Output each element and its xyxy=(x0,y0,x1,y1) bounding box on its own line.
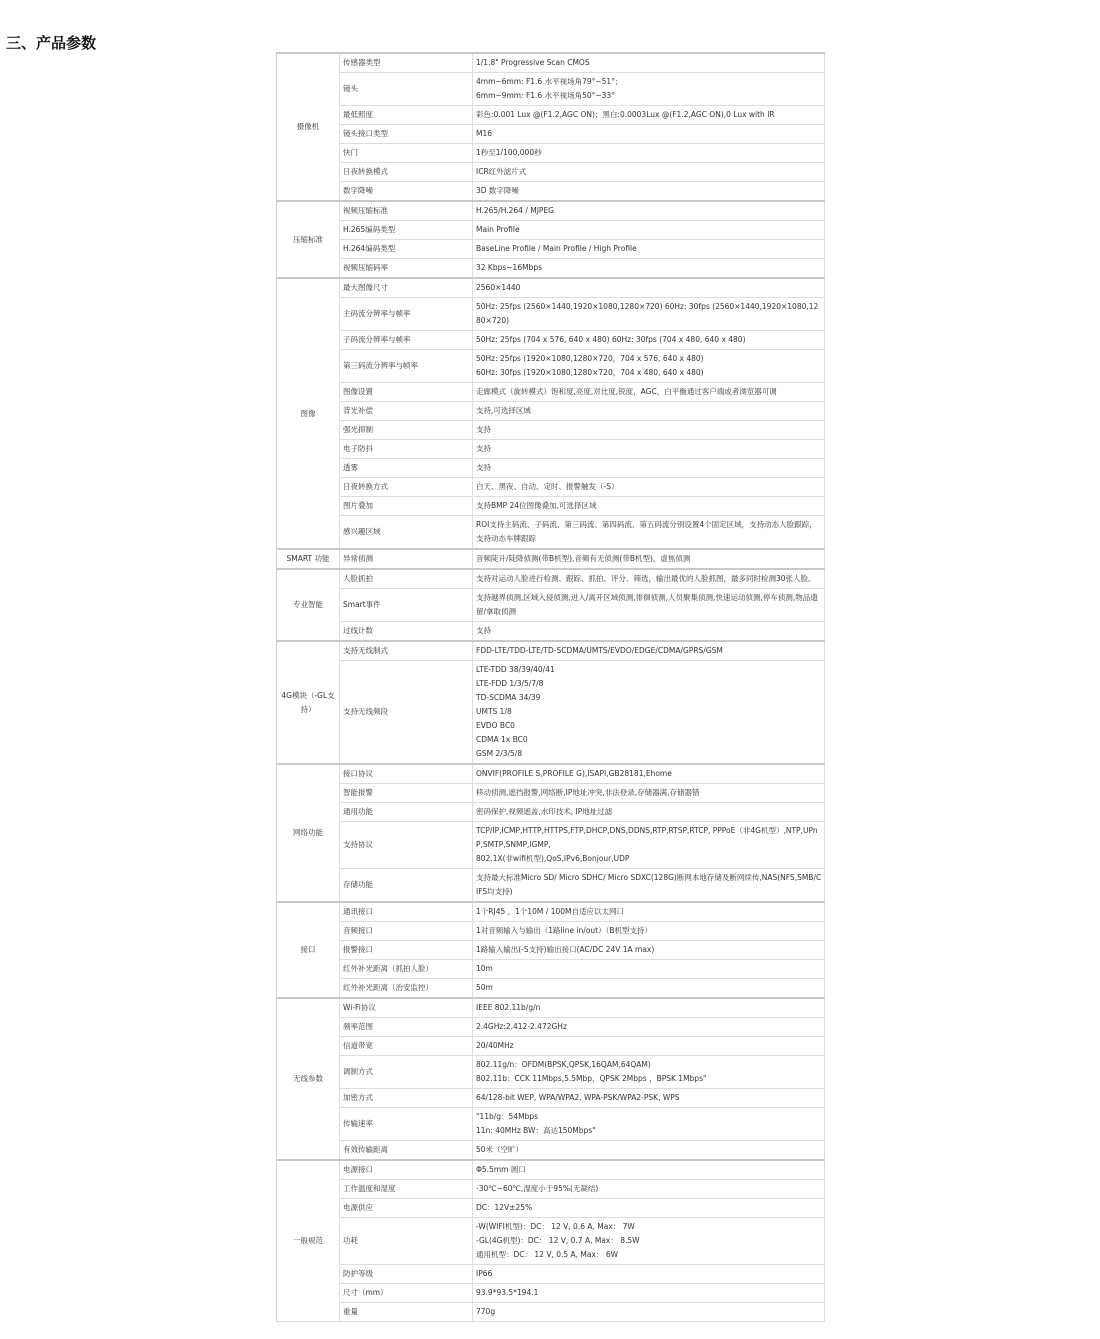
param-name-cell: 镜头 xyxy=(340,73,473,106)
category-cell: SMART 功能 xyxy=(277,549,340,569)
page-title: 三、产品参数 xyxy=(6,34,97,52)
param-name-cell: H.264编码类型 xyxy=(340,240,473,259)
param-name-cell: 最大图像尺寸 xyxy=(340,278,473,298)
param-name-cell: 背光补偿 xyxy=(340,402,473,421)
spec-row xyxy=(277,960,825,979)
param-name-cell: 传感器类型 xyxy=(340,53,473,73)
spec-row xyxy=(277,182,825,202)
param-value-cell: 50Hz: 25fps (2560×1440,1920×1080,1280×720) 60Hz: 30fps (2560×1440,1920×1080,1280×720) xyxy=(473,298,825,331)
param-value-cell: DC：12V±25% xyxy=(473,1199,825,1218)
param-name-cell: 防护等级 xyxy=(340,1265,473,1284)
param-value-cell: -30℃~60℃,湿度小于95%(无凝结) xyxy=(473,1180,825,1199)
param-name-cell: 工作温度和湿度 xyxy=(340,1180,473,1199)
param-name-cell: 接口协议 xyxy=(340,764,473,784)
param-value-cell: 支持越界侦测,区域入侵侦测,进入/离开区域侦测,徘徊侦测,人员聚集侦测,快速运动侦测,停车侦测,物品遗留/拿取侦测 xyxy=(473,589,825,622)
param-value-cell: ICR红外滤片式 xyxy=(473,163,825,182)
param-value-cell: 支持 xyxy=(473,622,825,642)
param-name-cell: 异常侦测 xyxy=(340,549,473,569)
spec-row xyxy=(277,163,825,182)
param-value-cell: 支持 xyxy=(473,459,825,478)
param-value-cell: "11b/g：54Mbps 11n: 40MHz BW：高达150Mbps" xyxy=(473,1108,825,1141)
param-name-cell: 智能报警 xyxy=(340,784,473,803)
param-value-cell: 50m xyxy=(473,979,825,999)
spec-row xyxy=(277,569,825,589)
param-name-cell: 子码流分辨率与帧率 xyxy=(340,331,473,350)
spec-row xyxy=(277,922,825,941)
param-name-cell: 尺寸（mm） xyxy=(340,1284,473,1303)
param-name-cell: 有效传输距离 xyxy=(340,1141,473,1161)
spec-row xyxy=(277,201,825,221)
param-value-cell: 1个RJ45 ，1个10M / 100M自适应以太网口 xyxy=(473,902,825,922)
param-name-cell: 存储功能 xyxy=(340,869,473,903)
param-value-cell: 支持 xyxy=(473,440,825,459)
spec-row xyxy=(277,549,825,569)
param-name-cell: 通用功能 xyxy=(340,803,473,822)
spec-row xyxy=(277,402,825,421)
param-value-cell: 密码保护,视频遮盖,水印技术, IP地址过滤 xyxy=(473,803,825,822)
spec-row xyxy=(277,383,825,402)
param-value-cell: 32 Kbps~16Mbps xyxy=(473,259,825,279)
spec-row xyxy=(277,459,825,478)
category-cell: 摄像机 xyxy=(277,53,340,201)
param-value-cell: -W(WIFI机型)：DC： 12 V, 0.6 A, Max： 7W -GL(4G机型)：DC： 12 V, 0.7 A, Max： 8.5W 通用机型：DC： 12 V, 0.5 A, Max： 6W xyxy=(473,1218,825,1265)
category-cell: 专业智能 xyxy=(277,569,340,641)
spec-row xyxy=(277,298,825,331)
param-value-cell: 770g xyxy=(473,1303,825,1322)
param-value-cell: 4mm~6mm: F1.6 水平视场角79°~51°； 6mm~9mm: F1.6 水平视场角50°~33° xyxy=(473,73,825,106)
param-name-cell: 频率范围 xyxy=(340,1018,473,1037)
param-name-cell: 图像设置 xyxy=(340,383,473,402)
param-name-cell: 电源供应 xyxy=(340,1199,473,1218)
param-value-cell: 10m xyxy=(473,960,825,979)
param-name-cell: 红外补光距离（治安监控） xyxy=(340,979,473,999)
param-name-cell: 视频压缩码率 xyxy=(340,259,473,279)
spec-row xyxy=(277,53,825,73)
param-value-cell: 64/128-bit WEP, WPA/WPA2, WPA-PSK/WPA2-PSK, WPS xyxy=(473,1089,825,1108)
param-value-cell: 50米（空旷） xyxy=(473,1141,825,1161)
param-name-cell: 第三码流分辨率与帧率 xyxy=(340,350,473,383)
param-name-cell: 支持无线频段 xyxy=(340,661,473,765)
spec-row xyxy=(277,331,825,350)
param-name-cell: Wi-Fi协议 xyxy=(340,998,473,1018)
param-name-cell: 音频接口 xyxy=(340,922,473,941)
param-value-cell: FDD-LTE/TDD-LTE/TD-SCDMA/UMTS/EVDO/EDGE/CDMA/GPRS/GSM xyxy=(473,641,825,661)
spec-row xyxy=(277,106,825,125)
param-value-cell: IP66 xyxy=(473,1265,825,1284)
spec-table xyxy=(276,52,825,1322)
param-value-cell: 白天、黑夜、自动、定时、报警触发（-S） xyxy=(473,478,825,497)
param-value-cell: 支持BMP 24位图像叠加,可选择区域 xyxy=(473,497,825,516)
spec-row xyxy=(277,1160,825,1180)
param-name-cell: 重量 xyxy=(340,1303,473,1322)
param-value-cell: 802.11g/n：OFDM(BPSK,QPSK,16QAM,64QAM) 802.11b：CCK 11Mbps,5.5Mbp，QPSK 2Mbps ，BPSK 1Mbps" xyxy=(473,1056,825,1089)
spec-row xyxy=(277,440,825,459)
spec-row xyxy=(277,1199,825,1218)
param-value-cell: 支持 xyxy=(473,421,825,440)
spec-row xyxy=(277,1265,825,1284)
spec-row xyxy=(277,73,825,106)
param-name-cell: 数字降噪 xyxy=(340,182,473,202)
param-value-cell: M16 xyxy=(473,125,825,144)
category-cell: 压缩标准 xyxy=(277,201,340,278)
spec-row xyxy=(277,979,825,999)
param-value-cell: 彩色:0.001 Lux @(F1.2,AGC ON)；黑白:0.0003Lux @(F1.2,AGC ON),0 Lux with IR xyxy=(473,106,825,125)
spec-row xyxy=(277,1141,825,1161)
param-value-cell: 音频陡升/陡降侦测(带B机型),音频有无侦测(带B机型)，虚焦侦测 xyxy=(473,549,825,569)
param-name-cell: 透雾 xyxy=(340,459,473,478)
spec-row xyxy=(277,589,825,622)
param-name-cell: 主码流分辨率与帧率 xyxy=(340,298,473,331)
param-value-cell: 20/40MHz xyxy=(473,1037,825,1056)
spec-row xyxy=(277,1218,825,1265)
param-value-cell: Main Profile xyxy=(473,221,825,240)
spec-row xyxy=(277,764,825,784)
param-name-cell: 图片叠加 xyxy=(340,497,473,516)
param-value-cell: ONVIF(PROFILE S,PROFILE G),ISAPI,GB28181,Ehome xyxy=(473,764,825,784)
param-name-cell: 过线计数 xyxy=(340,622,473,642)
spec-row xyxy=(277,1056,825,1089)
param-value-cell: Φ5.5mm 圆口 xyxy=(473,1160,825,1180)
spec-row xyxy=(277,1303,825,1322)
param-value-cell: 50Hz: 25fps (704 x 576, 640 x 480) 60Hz: 30fps (704 x 480, 640 x 480) xyxy=(473,331,825,350)
param-name-cell: 报警接口 xyxy=(340,941,473,960)
param-value-cell: 2560×1440 xyxy=(473,278,825,298)
spec-row xyxy=(277,516,825,550)
param-name-cell: Smart事件 xyxy=(340,589,473,622)
param-name-cell: 最低照度 xyxy=(340,106,473,125)
param-name-cell: 电子防抖 xyxy=(340,440,473,459)
spec-row xyxy=(277,803,825,822)
param-name-cell: 信道带宽 xyxy=(340,1037,473,1056)
param-value-cell: ROI支持主码流、子码流、第三码流、第四码流、第五码流分别设置4个固定区域，支持动态人脸跟踪，支持动态车牌跟踪 xyxy=(473,516,825,550)
spec-row xyxy=(277,1089,825,1108)
spec-row xyxy=(277,941,825,960)
spec-row xyxy=(277,1037,825,1056)
param-name-cell: 强光抑制 xyxy=(340,421,473,440)
category-cell: 4G模块（-GL支持） xyxy=(277,641,340,764)
param-value-cell: LTE-TDD 38/39/40/41 LTE-FDD 1/3/5/7/8 TD-SCDMA 34/39 UMTS 1/8 EVDO BC0 CDMA 1x BC0 GSM 2/3/5/8 xyxy=(473,661,825,765)
param-name-cell: 人脸抓拍 xyxy=(340,569,473,589)
spec-row xyxy=(277,1108,825,1141)
param-value-cell: 93.9*93.5*194.1 xyxy=(473,1284,825,1303)
param-value-cell: 走廊模式（旋转模式）饱和度,亮度,对比度,锐度，AGC，白平衡通过客户端或者浏览器可调 xyxy=(473,383,825,402)
param-value-cell: 支持,可选择区域 xyxy=(473,402,825,421)
param-name-cell: 传输速率 xyxy=(340,1108,473,1141)
param-value-cell: IEEE 802.11b/g/n xyxy=(473,998,825,1018)
param-value-cell: 50Hz: 25fps (1920×1080,1280×720，704 x 576, 640 x 480) 60Hz: 30fps (1920×1080,1280×720，704 x 480, 640 x 480) xyxy=(473,350,825,383)
spec-row xyxy=(277,902,825,922)
category-cell: 网络功能 xyxy=(277,764,340,902)
param-value-cell: 1路输入输出(-S支持)输出接口(AC/DC 24V 1A max) xyxy=(473,941,825,960)
param-value-cell: 支持对运动人脸进行检测、跟踪、抓拍、评分、筛选，输出最优的人脸抓图，最多同时检测30张人脸。 xyxy=(473,569,825,589)
spec-row xyxy=(277,144,825,163)
param-name-cell: 功耗 xyxy=(340,1218,473,1265)
spec-row xyxy=(277,350,825,383)
param-name-cell: 加密方式 xyxy=(340,1089,473,1108)
param-value-cell: 1对音频输入与输出（1路line in/out）（B机型支持） xyxy=(473,922,825,941)
spec-row xyxy=(277,240,825,259)
param-name-cell: 支持协议 xyxy=(340,822,473,869)
spec-row xyxy=(277,1180,825,1199)
category-cell: 一般规范 xyxy=(277,1160,340,1322)
param-name-cell: 视频压缩标准 xyxy=(340,201,473,221)
spec-table-body xyxy=(277,53,825,1322)
param-name-cell: 调制方式 xyxy=(340,1056,473,1089)
spec-row xyxy=(277,478,825,497)
param-name-cell: 镜头接口类型 xyxy=(340,125,473,144)
param-value-cell: 移动侦测,遮挡报警,网络断,IP地址冲突,非法登录,存储器满,存储器错 xyxy=(473,784,825,803)
param-name-cell: 日夜转换方式 xyxy=(340,478,473,497)
spec-row xyxy=(277,1284,825,1303)
param-name-cell: H.265编码类型 xyxy=(340,221,473,240)
param-value-cell: H.265/H.264 / MJPEG xyxy=(473,201,825,221)
category-cell: 接口 xyxy=(277,902,340,998)
param-value-cell: 3D 数字降噪 xyxy=(473,182,825,202)
spec-row xyxy=(277,421,825,440)
param-value-cell: TCP/IP,ICMP,HTTP,HTTPS,FTP,DHCP,DNS,DDNS,RTP,RTSP,RTCP, PPPoE（非4G机型）,NTP,UPnP,SMTP,SNMP,IGMP, 802.1X(非wifi机型),QoS,IPv6,Bonjour,UDP xyxy=(473,822,825,869)
spec-row xyxy=(277,622,825,642)
param-name-cell: 感兴趣区域 xyxy=(340,516,473,550)
spec-row xyxy=(277,278,825,298)
param-name-cell: 快门 xyxy=(340,144,473,163)
param-name-cell: 电源接口 xyxy=(340,1160,473,1180)
spec-row xyxy=(277,661,825,765)
param-name-cell: 通讯接口 xyxy=(340,902,473,922)
spec-row xyxy=(277,125,825,144)
spec-row xyxy=(277,221,825,240)
spec-row xyxy=(277,784,825,803)
spec-row xyxy=(277,259,825,279)
category-cell: 图像 xyxy=(277,278,340,549)
param-value-cell: 支持最大标准Micro SD/ Micro SDHC/ Micro SDXC(128G)断网本地存储及断网续传,NAS(NFS,SMB/CIFS均支持) xyxy=(473,869,825,903)
category-cell: 无线参数 xyxy=(277,998,340,1160)
param-name-cell: 支持无线制式 xyxy=(340,641,473,661)
spec-row xyxy=(277,641,825,661)
spec-row xyxy=(277,822,825,869)
param-value-cell: 1/1.8" Progressive Scan CMOS xyxy=(473,53,825,73)
param-value-cell: 1秒至1/100,000秒 xyxy=(473,144,825,163)
param-value-cell: 2.4GHz:2.412-2.472GHz xyxy=(473,1018,825,1037)
param-name-cell: 红外补光距离（抓拍人脸） xyxy=(340,960,473,979)
param-value-cell: BaseLine Profile / Main Profile / High Profile xyxy=(473,240,825,259)
spec-row xyxy=(277,998,825,1018)
spec-row xyxy=(277,497,825,516)
param-name-cell: 日夜转换模式 xyxy=(340,163,473,182)
spec-row xyxy=(277,869,825,903)
spec-row xyxy=(277,1018,825,1037)
